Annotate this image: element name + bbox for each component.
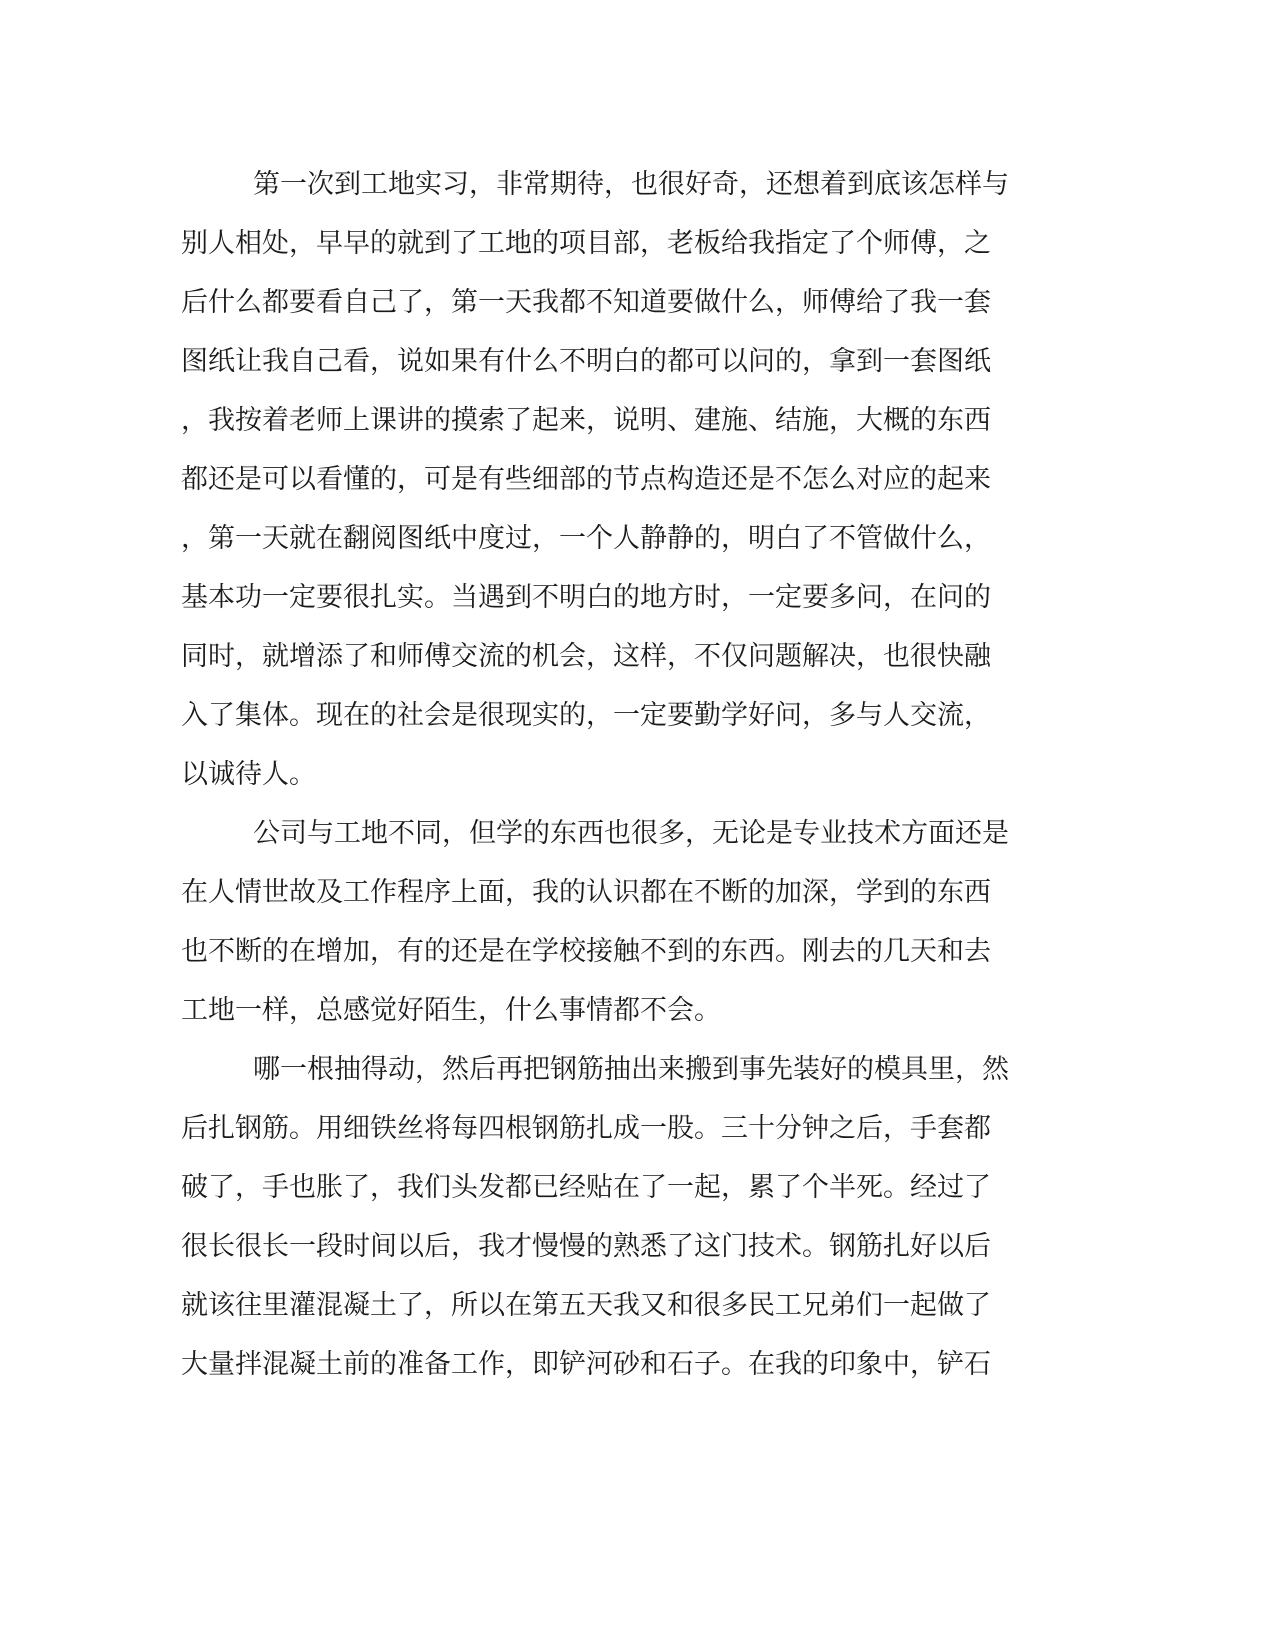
paragraph-line: 后扎钢筋。用细铁丝将每四根钢筋扎成一股。三十分钟之后，手套都: [181, 1113, 991, 1144]
paragraph-line: 很长很长一段时间以后，我才慢慢的熟悉了这门技术。钢筋扎好以后: [181, 1231, 991, 1262]
paragraph-line: 工地一样，总感觉好陌生，什么事情都不会。: [181, 995, 721, 1026]
paragraph-line: 基本功一定要很扎实。当遇到不明白的地方时，一定要多问，在问的: [181, 582, 991, 613]
paragraph-3: [181, 1040, 1041, 1394]
paragraph-line: 别人相处，早早的就到了工地的项目部，老板给我指定了个师傅，之: [181, 228, 991, 259]
paragraph-line: 哪一根抽得动，然后再把钢筋抽出来搬到事先装好的模具里，然: [253, 1054, 1009, 1085]
paragraph-1: [181, 155, 1041, 804]
paragraph-line: ，我按着老师上课讲的摸索了起来，说明、建施、结施，大概的东西: [181, 405, 991, 436]
paragraph-line: 大量拌混凝土前的准备工作，即铲河砂和石子。在我的印象中，铲石: [181, 1349, 991, 1380]
document-body: [181, 155, 1041, 1394]
paragraph-line: 第一次到工地实习，非常期待，也很好奇，还想着到底该怎样与: [253, 169, 1009, 200]
paragraph-line: 破了，手也胀了，我们头发都已经贴在了一起，累了个半死。经过了: [181, 1172, 991, 1203]
paragraph-line: ，第一天就在翻阅图纸中度过，一个人静静的，明白了不管做什么，: [181, 523, 991, 554]
paragraph-line: 也不断的在增加，有的还是在学校接触不到的东西。刚去的几天和去: [181, 936, 991, 967]
paragraph-line: 同时，就增添了和师傅交流的机会，这样，不仅问题解决，也很快融: [181, 641, 991, 672]
paragraph-line: 入了集体。现在的社会是很现实的，一定要勤学好问，多与人交流，: [181, 700, 991, 731]
paragraph-line: 公司与工地不同，但学的东西也很多，无论是专业技术方面还是: [253, 818, 1009, 849]
paragraph-line: 后什么都要看自己了，第一天我都不知道要做什么，师傅给了我一套: [181, 287, 991, 318]
paragraph-line: 以诚待人。: [181, 759, 316, 790]
paragraph-2: [181, 804, 1041, 1040]
paragraph-line: 就该往里灌混凝土了，所以在第五天我又和很多民工兄弟们一起做了: [181, 1290, 991, 1321]
paragraph-line: 在人情世故及工作程序上面，我的认识都在不断的加深，学到的东西: [181, 877, 991, 908]
paragraph-line: 图纸让我自己看，说如果有什么不明白的都可以问的，拿到一套图纸: [181, 346, 991, 377]
paragraph-line: 都还是可以看懂的，可是有些细部的节点构造还是不怎么对应的起来: [181, 464, 991, 495]
